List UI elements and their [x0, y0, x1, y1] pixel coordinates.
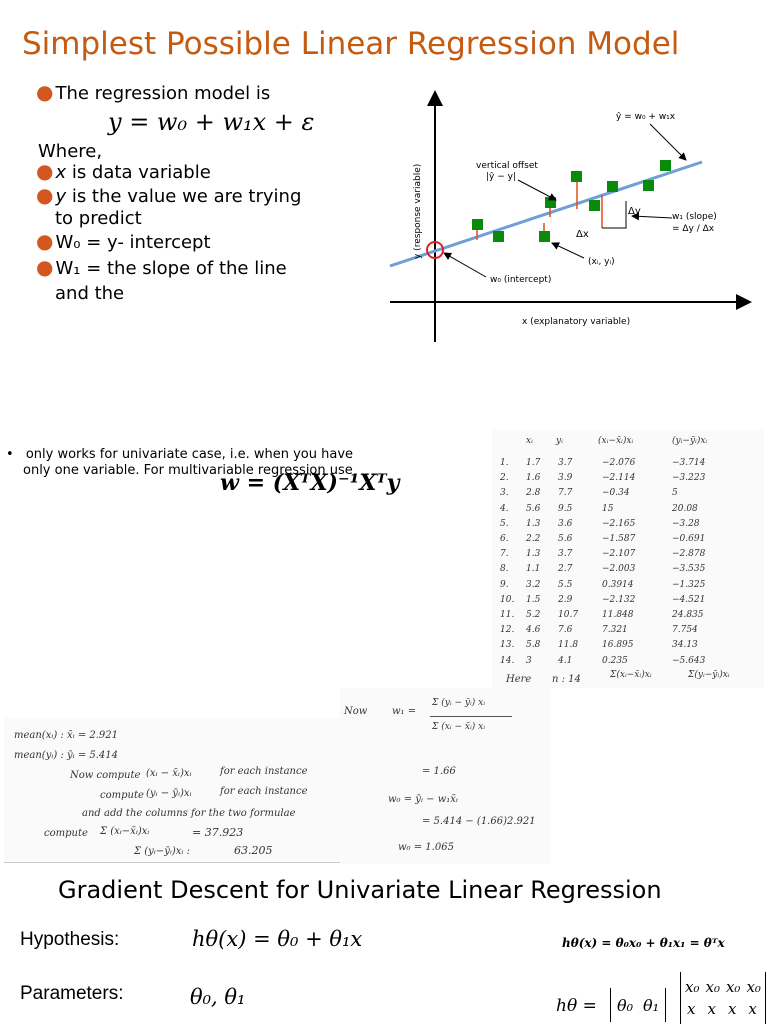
vectorized-hypothesis: hθ(x) = θ₀x₀ + θ₁x₁ = θᵀx	[562, 936, 725, 950]
table-header-cell: (yᵢ−ȳᵢ)xᵢ	[672, 436, 708, 446]
table-cell: 3.7	[558, 458, 573, 468]
table-cell: 3.7	[558, 549, 573, 560]
bullet-intro-text: The regression model is	[55, 83, 271, 104]
parameters-label: Parameters:	[20, 983, 124, 1004]
x1-row	[681, 996, 765, 1018]
x1-cell: x	[707, 1000, 716, 1018]
table-cell: 4.6	[526, 625, 541, 636]
table-cell: 2.7	[558, 564, 573, 575]
bullet-x-text: is data variable	[66, 162, 211, 183]
x0-cell: x₀	[746, 978, 761, 996]
normal-equation: w = (XᵀX)⁻¹Xᵀy	[220, 470, 400, 496]
table-row	[492, 534, 764, 548]
compute-sum-a: compute	[44, 828, 88, 839]
table-cell: 3	[526, 655, 532, 666]
fitted-eq-label: ŷ = w₀ + w₁x	[616, 112, 676, 122]
data-point	[660, 160, 671, 171]
table-cell: −2.878	[672, 549, 706, 560]
table-cell: 4.	[500, 503, 509, 514]
handwritten-notes-right	[340, 688, 550, 864]
table-cell: −2.165	[602, 518, 636, 529]
fraction-bar	[430, 716, 512, 717]
table-cell: −2.107	[602, 549, 636, 560]
data-point	[607, 181, 618, 192]
mean-y-line: mean(yᵢ) : ȳᵢ = 5.414	[14, 750, 119, 761]
add-columns-line: and add the columns for the two formulae	[82, 808, 296, 819]
x0-row	[681, 972, 765, 996]
x0-cell: x₀	[685, 978, 700, 996]
table-cell: 13.	[500, 640, 515, 651]
point-arrow	[552, 243, 584, 258]
x0-cell: x₀	[705, 978, 720, 996]
table-cell: 16.895	[602, 640, 634, 651]
table-cell: 10.7	[558, 610, 579, 620]
table-cell: 9.5	[558, 503, 573, 514]
bullet-w1	[36, 256, 287, 280]
slide-title: Simplest Possible Linear Regression Model	[22, 26, 680, 62]
theta0: θ₀	[617, 995, 634, 1015]
table-cell: −3.28	[672, 518, 700, 529]
table-cell: 2.	[500, 473, 509, 484]
data-point	[472, 219, 483, 230]
y-axis-label: y (response variable)	[413, 163, 423, 259]
w0-value: w₀ = 1.065	[398, 842, 454, 853]
bullet-y-text: is the value we are trying	[66, 186, 302, 207]
univariate-note	[6, 446, 354, 463]
regression-line	[390, 162, 702, 266]
data-point	[539, 231, 550, 242]
compute-sum-c: = 37.923	[192, 826, 244, 839]
table-row	[492, 564, 764, 578]
now-label: Now	[344, 706, 368, 717]
data-point	[571, 171, 582, 182]
table-row	[492, 504, 764, 518]
x1-cell: x	[748, 1000, 757, 1018]
table-cell: 5.2	[526, 610, 541, 620]
table-cell: 1.7	[526, 458, 541, 468]
gradient-title: Gradient Descent for Univariate Linear Regression	[58, 876, 662, 904]
table-cell: −3.223	[672, 473, 706, 484]
note-line1: only works for univariate case, i.e. when you have	[25, 447, 354, 462]
fraction-numerator: Σ (yᵢ − ȳᵢ) xᵢ	[432, 698, 486, 708]
table-cell: 5	[672, 488, 678, 499]
table-cell: −0.691	[672, 534, 706, 544]
table-row	[492, 519, 764, 533]
table-cell: 15	[602, 503, 614, 514]
bullet-y	[36, 184, 301, 208]
table-cell: 1.6	[526, 473, 541, 484]
table-row	[492, 458, 764, 472]
regression-diagram	[380, 84, 764, 346]
table-cell: 14.	[500, 655, 515, 666]
bullet-dot-icon: ●	[36, 183, 54, 207]
regression-equation: y = w₀ + w₁x + ε	[108, 108, 315, 136]
mean-x-line: mean(xᵢ) : x̄ᵢ = 2.921	[14, 730, 118, 741]
table-cell: −3.714	[672, 458, 706, 468]
vertical-offset-label: vertical offset	[476, 161, 538, 171]
table-cell: 11.	[500, 610, 515, 620]
table-cell: 20.08	[672, 503, 698, 514]
table-cell: 12.	[500, 625, 515, 636]
table-cell: 3.	[500, 488, 509, 499]
table-cell: 5.6	[558, 534, 573, 544]
table-cell: 1.3	[526, 518, 541, 529]
w0-formula: w₀ = ȳᵢ − w₁x̄ᵢ	[388, 794, 458, 805]
table-cell: 1.1	[526, 564, 541, 575]
dy-label: Δy	[628, 206, 641, 217]
table-cell: 7.321	[602, 625, 628, 636]
table-cell: 24.835	[672, 610, 704, 620]
table-cell: −1.587	[602, 534, 636, 544]
parameters-formula: θ₀, θ₁	[190, 985, 246, 1009]
data-point	[589, 200, 600, 211]
table-cell: 11.8	[558, 640, 579, 651]
hypothesis-formula: hθ(x) = θ₀ + θ₁x	[192, 927, 363, 951]
table-cell: 5.5	[558, 579, 573, 590]
table-cell: 7.7	[558, 488, 573, 499]
bullet-w0	[36, 230, 211, 254]
bullet-w0-text: W₀ = y- intercept	[55, 232, 211, 253]
eq-arrow	[650, 124, 686, 160]
table-cell: −4.521	[672, 594, 706, 605]
table-cell: 2.2	[526, 534, 541, 544]
table-cell: 11.848	[602, 610, 634, 620]
table-row	[492, 488, 764, 502]
table-row	[492, 595, 764, 609]
bullet-dot-icon: ●	[36, 229, 54, 253]
theta-vector	[610, 988, 666, 1022]
table-cell: 6.	[500, 534, 509, 544]
theta1: θ₁	[643, 995, 660, 1015]
bullet-y-line2: to predict	[55, 208, 142, 229]
x1-cell: x	[727, 1000, 737, 1018]
table-cell: 0.3914	[602, 579, 634, 590]
table-cell: 3.6	[558, 518, 573, 529]
bullet-dot-icon: ●	[36, 80, 54, 104]
table-row	[492, 473, 764, 487]
bullet-dot-icon: ●	[36, 159, 54, 183]
w0-calc: = 5.414 − (1.66)2.921	[422, 816, 536, 827]
h-theta-label: hθ =	[556, 996, 597, 1016]
table-cell: 1.	[500, 458, 509, 468]
table-cell: 2.8	[526, 488, 541, 499]
table-cell: 4.1	[558, 655, 573, 666]
table-cell: −2.132	[602, 594, 636, 605]
bullet-dot-icon: ●	[36, 255, 54, 279]
table-row	[492, 549, 764, 563]
sum1-label: Σ(xᵢ−x̄ᵢ)xᵢ	[610, 670, 652, 680]
table-cell: 7.754	[672, 625, 698, 636]
table-cell: −2.114	[602, 473, 636, 484]
table-header	[492, 430, 764, 450]
table-cell: −1.325	[672, 579, 706, 590]
slope-label: w₁ (slope)	[672, 212, 717, 222]
compute-line1-a: Now compute	[70, 770, 141, 781]
table-cell: 1.5	[526, 594, 541, 605]
table-header-cell: xᵢ	[526, 436, 533, 446]
table-cell: 2.9	[558, 594, 573, 605]
compute-sum-b: Σ (xᵢ−x̄ᵢ)xᵢ	[100, 826, 150, 837]
table-cell: −2.076	[602, 458, 636, 468]
note-bullet-icon: •	[6, 447, 14, 462]
w1-label: w₁ =	[392, 706, 417, 717]
slope-formula: = Δy / Δx	[672, 224, 715, 234]
handwritten-table	[492, 430, 764, 688]
here-label: Here	[506, 674, 532, 685]
point-label: (xᵢ, yᵢ)	[588, 257, 615, 267]
table-cell: 8.	[500, 564, 509, 575]
bullet-w1-line2: and the	[55, 283, 125, 304]
table-cell: 34.13	[672, 640, 698, 651]
x-matrix	[680, 972, 766, 1024]
bullet-x	[36, 160, 211, 184]
offset-arrow	[518, 180, 556, 200]
hypothesis-label: Hypothesis:	[20, 929, 120, 950]
table-cell: 0.235	[602, 655, 628, 666]
x-axis-label: x (explanatory variable)	[522, 317, 631, 327]
data-point	[643, 180, 654, 191]
table-row	[492, 625, 764, 639]
var-y: y	[55, 186, 67, 207]
table-cell: 7.	[500, 549, 509, 560]
table-cell: 1.3	[526, 549, 541, 560]
table-row	[492, 640, 764, 654]
w1-value: = 1.66	[422, 766, 456, 777]
note-line2: only one variable. For multivariable regression use	[23, 463, 353, 478]
compute-line2-a: compute	[100, 790, 144, 801]
table-header-cell: (xᵢ−x̄ᵢ)xᵢ	[598, 436, 634, 446]
table-cell: 3.2	[526, 579, 541, 590]
slope-triangle	[602, 201, 626, 228]
table-cell: 5.6	[526, 503, 541, 514]
sum2-label: Σ(yᵢ−ȳᵢ)xᵢ	[688, 670, 730, 680]
table-row	[492, 580, 764, 594]
table-row	[492, 656, 764, 670]
bullet-intro	[36, 81, 270, 105]
sum-y-value: 63.205	[234, 844, 273, 857]
table-header-cell: yᵢ	[556, 436, 563, 446]
table-cell: 7.6	[558, 625, 573, 636]
var-x: x	[55, 162, 67, 183]
vertical-offset-formula: |ŷ − y|	[486, 172, 516, 182]
table-cell: 10.	[500, 594, 515, 605]
compute-line2-c: for each instance	[220, 786, 308, 797]
dx-label: Δx	[576, 229, 589, 240]
intercept-label: w₀ (intercept)	[490, 275, 552, 285]
table-cell: −2.003	[602, 564, 636, 575]
fraction-denominator: Σ (xᵢ − x̄ᵢ) xᵢ	[432, 722, 486, 732]
compute-line1-c: for each instance	[220, 766, 308, 777]
intercept-arrow	[444, 253, 486, 277]
table-row	[492, 610, 764, 624]
table-cell: −3.535	[672, 564, 706, 575]
table-cell: 5.	[500, 518, 509, 529]
table-cell: 5.8	[526, 640, 541, 651]
data-point	[493, 231, 504, 242]
sum-y-label: Σ (yᵢ−ȳᵢ)xᵢ :	[134, 846, 190, 857]
x0-cell: x₀	[725, 978, 741, 996]
where-label: Where,	[38, 141, 103, 162]
compute-line1-b: (xᵢ − x̄ᵢ)xᵢ	[146, 768, 192, 779]
table-cell: −5.643	[672, 655, 706, 666]
bullet-w1-text: W₁ = the slope of the line	[55, 258, 287, 279]
handwritten-notes-left	[4, 718, 348, 863]
x1-cell: x	[687, 1000, 696, 1018]
table-cell: 9.	[500, 579, 509, 590]
compute-line2-b: (yᵢ − ȳᵢ)xᵢ	[146, 788, 192, 799]
n-label: n : 14	[552, 674, 581, 685]
table-cell: 3.9	[558, 473, 573, 484]
table-cell: −0.34	[602, 488, 630, 499]
